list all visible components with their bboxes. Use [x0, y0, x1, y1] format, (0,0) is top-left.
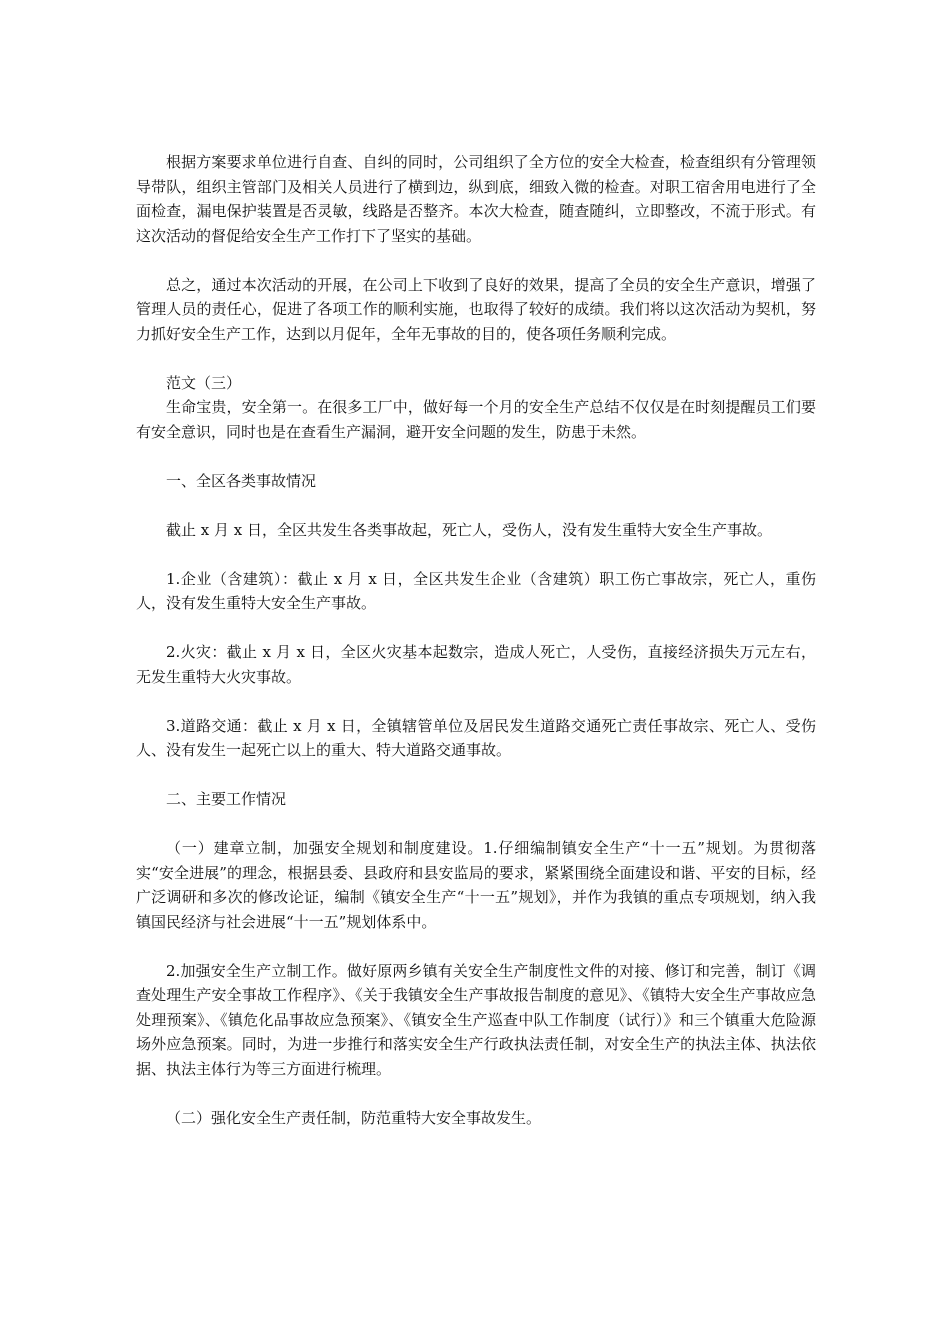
- paragraph-gap: [136, 542, 816, 567]
- paragraph-summary: 总之，通过本次活动的开展，在公司上下收到了良好的效果，提高了全员的安全生产意识，增强了管理人员的责任心，促进了各项工作的顺利实施，也取得了较好的成绩。我们将以这次活动为契机，努力抓好安全生产工作，达到以月促年，全年无事故的目的，使各项任务顺利完成。: [136, 275, 816, 343]
- paragraph-regulation: 2.加强安全生产立制工作。做好原两乡镇有关安全生产制度性文件的对接、修订和完善，制订《调查处理生产安全事故工作程序》、《关于我镇安全生产事故报告制度的意见》、《镇特大安全生产事故应急处理预案》、《镇危化品事故应急预案》、《镇安全生产巡查中队工作制度（试行）》和三个镇重大危险源场外应急预案。同时，为进一步推行和落实安全生产行政执法责任制，对安全生产的执法主体、执法依据、执法主体行为等三方面进行梳理。: [136, 961, 816, 1078]
- paragraph-gap: [136, 1081, 816, 1106]
- paragraph-gap: [136, 444, 816, 469]
- paragraph-gap: [136, 616, 816, 641]
- paragraph-enterprise: 1.企业（含建筑）：截止 x 月 x 日，全区共发生企业（含建筑）职工伤亡事故宗，死亡人，重伤人，没有发生重特大安全生产事故。: [136, 569, 816, 612]
- paragraph-gap: [136, 934, 816, 959]
- sample-heading: 范文（三）: [166, 373, 242, 392]
- paragraph-gap: [136, 763, 816, 788]
- paragraph-accident-overview: 截止 x 月 x 日，全区共发生各类事故起，死亡人，受伤人，没有发生重特大安全生产事故。: [166, 520, 772, 539]
- paragraph-planning: （一）建章立制，加强安全规划和制度建设。1.仔细编制镇安全生产“十一五”规划。为贯彻落实“安全进展”的理念，根据县委、县政府和县安监局的要求，紧紧围绕全面建设和谐、平安的目标，经广泛调研和多次的修改论证，编制《镇安全生产“十一五”规划》，并作为我镇的重点专项规划，纳入我镇国民经济与社会进展“十一五”规划体系中。: [136, 839, 816, 931]
- paragraph-gap: [136, 812, 816, 837]
- paragraph-self-inspection: 根据方案要求单位进行自查、自纠的同时，公司组织了全方位的安全大检查，检查组织有分管理领导带队，组织主管部门及相关人员进行了横到边，纵到底，细致入微的检查。对职工宿舍用电进行了全面检查，漏电保护装置是否灵敏，线路是否整齐。本次大检查，随查随纠，立即整改，不流于形式。有这次活动的督促给安全生产工作打下了坚实的基础。: [136, 153, 816, 245]
- document-body: [136, 150, 816, 1130]
- paragraph-fire: 2.火灾：截止 x 月 x 日，全区火灾基本起数宗，造成人死亡，人受伤，直接经济损失万元左右，无发生重特大火灾事故。: [136, 643, 816, 686]
- paragraph-traffic: 3.道路交通：截止 x 月 x 日，全镇辖管单位及居民发生道路交通死亡责任事故宗、死亡人、受伤人、没有发生一起死亡以上的重大、特大道路交通事故。: [136, 716, 816, 759]
- paragraph-gap: [136, 689, 816, 714]
- paragraph-responsibility: （二）强化安全生产责任制，防范重特大安全事故发生。: [166, 1108, 542, 1127]
- paragraph-intro: 生命宝贵，安全第一。在很多工厂中，做好每一个月的安全生产总结不仅仅是在时刻提醒员工们要有安全意识，同时也是在查看生产漏洞，避开安全问题的发生，防患于未然。: [136, 398, 816, 441]
- paragraph-gap: [136, 493, 816, 518]
- section-heading-accidents: 一、全区各类事故情况: [166, 471, 317, 490]
- paragraph-gap: [136, 346, 816, 371]
- section-heading-work: 二、主要工作情况: [166, 790, 287, 808]
- paragraph-gap: [136, 248, 816, 273]
